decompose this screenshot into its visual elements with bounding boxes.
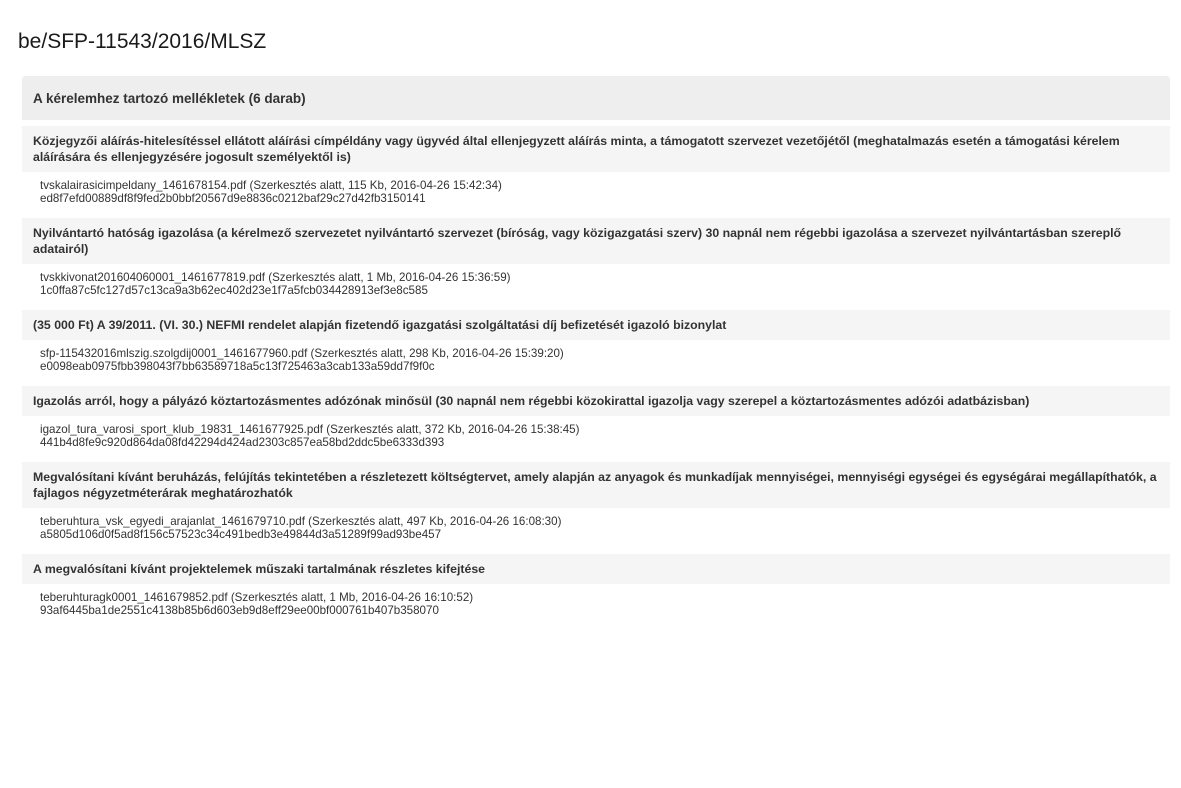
attachment-file-info bbox=[22, 264, 1170, 304]
attachment-file-info bbox=[22, 172, 1170, 212]
attachment-file-link[interactable]: igazol_tura_varosi_sport_klub_19831_1461677925.pdf (Szerkesztés alatt, 372 Kb, 2016-04-26 15:38:45) bbox=[40, 423, 580, 436]
attachment-title: Nyilvántartó hatóság igazolása (a kérelmező szervezetet nyilvántartó szervezet (bíróság, vagy közigazgatási szerv) 30 napnál nem régebbi igazolása a szervezet nyilvántartásban szereplő adatairól) bbox=[22, 218, 1170, 264]
attachment-file-hash: ed8f7efd00889df8f9fed2b0bbf20567d9e8836c0212baf29c27d42fb3150141 bbox=[40, 192, 426, 205]
attachment-file-hash: 93af6445ba1de2551c4138b85b6d603eb9d8eff29ee00bf000761b407b358070 bbox=[40, 604, 439, 617]
attachment-file-hash: 1c0ffa87c5fc127d57c13ca9a3b62ec402d23e1f7a5fcb034428913ef3e8c585 bbox=[40, 284, 428, 297]
attachment-title: (35 000 Ft) A 39/2011. (VI. 30.) NEFMI rendelet alapján fizetendő igazgatási szolgáltatási díj befizetését igazoló bizonylat bbox=[22, 310, 1170, 340]
attachment-title: Közjegyzői aláírás-hitelesítéssel ellátott aláírási címpéldány vagy ügyvéd által ellenjegyzett aláírás minta, a támogatott szervezet vezetőjétől (meghatalmazás esetén a támogatási kérelem aláírására és ellenjegyzésére jogosult személyektől is) bbox=[22, 126, 1170, 172]
attachment-file-hash: e0098eab0975fbb398043f7bb63589718a5c13f725463a3cab133a59dd7f9f0c bbox=[40, 360, 435, 373]
attachment-title: A megvalósítani kívánt projektelemek műszaki tartalmának részletes kifejtése bbox=[22, 554, 1170, 584]
attachment-file-link[interactable]: teberuhtura_vsk_egyedi_arajanlat_1461679710.pdf (Szerkesztés alatt, 497 Kb, 2016-04-26 16:08:30) bbox=[40, 515, 562, 528]
attachments-header: A kérelemhez tartozó mellékletek (6 darab) bbox=[22, 76, 1170, 120]
attachment-file-link[interactable]: sfp-115432016mlszig.szolgdij0001_1461677960.pdf (Szerkesztés alatt, 298 Kb, 2016-04-26 15:39:20) bbox=[40, 347, 564, 360]
attachment-file-link[interactable]: tvskalairasicimpeldany_1461678154.pdf (Szerkesztés alatt, 115 Kb, 2016-04-26 15:42:34) bbox=[40, 179, 502, 192]
attachment-entry bbox=[22, 126, 1170, 212]
attachment-file-info bbox=[22, 416, 1170, 456]
attachment-file-info bbox=[22, 584, 1170, 624]
attachment-title: Megvalósítani kívánt beruházás, felújítás tekintetében a részletezett költségtervet, amely alapján az anyagok és munkadíjak mennyiségei, mennyiségi egységei és egységárai megállapíthatók, a fajlagos négyzetméterárak meghatározhatók bbox=[22, 462, 1170, 508]
attachment-title: Igazolás arról, hogy a pályázó köztartozásmentes adózónak minősül (30 napnál nem régebbi közokirattal igazolja vagy szerepel a köztartozásmentes adózói adatbázisban) bbox=[22, 386, 1170, 416]
attachment-file-hash: a5805d106d0f5ad8f156c57523c34c491bedb3e49844d3a51289f99ad93be457 bbox=[40, 528, 442, 541]
attachments-table bbox=[22, 76, 1170, 624]
attachment-file-link[interactable]: teberuhturagk0001_1461679852.pdf (Szerkesztés alatt, 1 Mb, 2016-04-26 16:10:52) bbox=[40, 591, 474, 604]
attachment-entry bbox=[22, 386, 1170, 456]
attachment-file-info bbox=[22, 340, 1170, 380]
attachment-file-info bbox=[22, 508, 1170, 548]
attachment-file-link[interactable]: tvskkivonat201604060001_1461677819.pdf (Szerkesztés alatt, 1 Mb, 2016-04-26 15:36:59) bbox=[40, 271, 511, 284]
attachment-file-hash: 441b4d8fe9c920d864da08fd42294d424ad2303c857ea58bd2ddc5be6333d393 bbox=[40, 436, 445, 449]
attachment-entry bbox=[22, 310, 1170, 380]
attachment-entry bbox=[22, 218, 1170, 304]
page-title: be/SFP-11543/2016/MLSZ bbox=[18, 30, 267, 53]
attachment-entry bbox=[22, 462, 1170, 548]
attachment-entry bbox=[22, 554, 1170, 624]
